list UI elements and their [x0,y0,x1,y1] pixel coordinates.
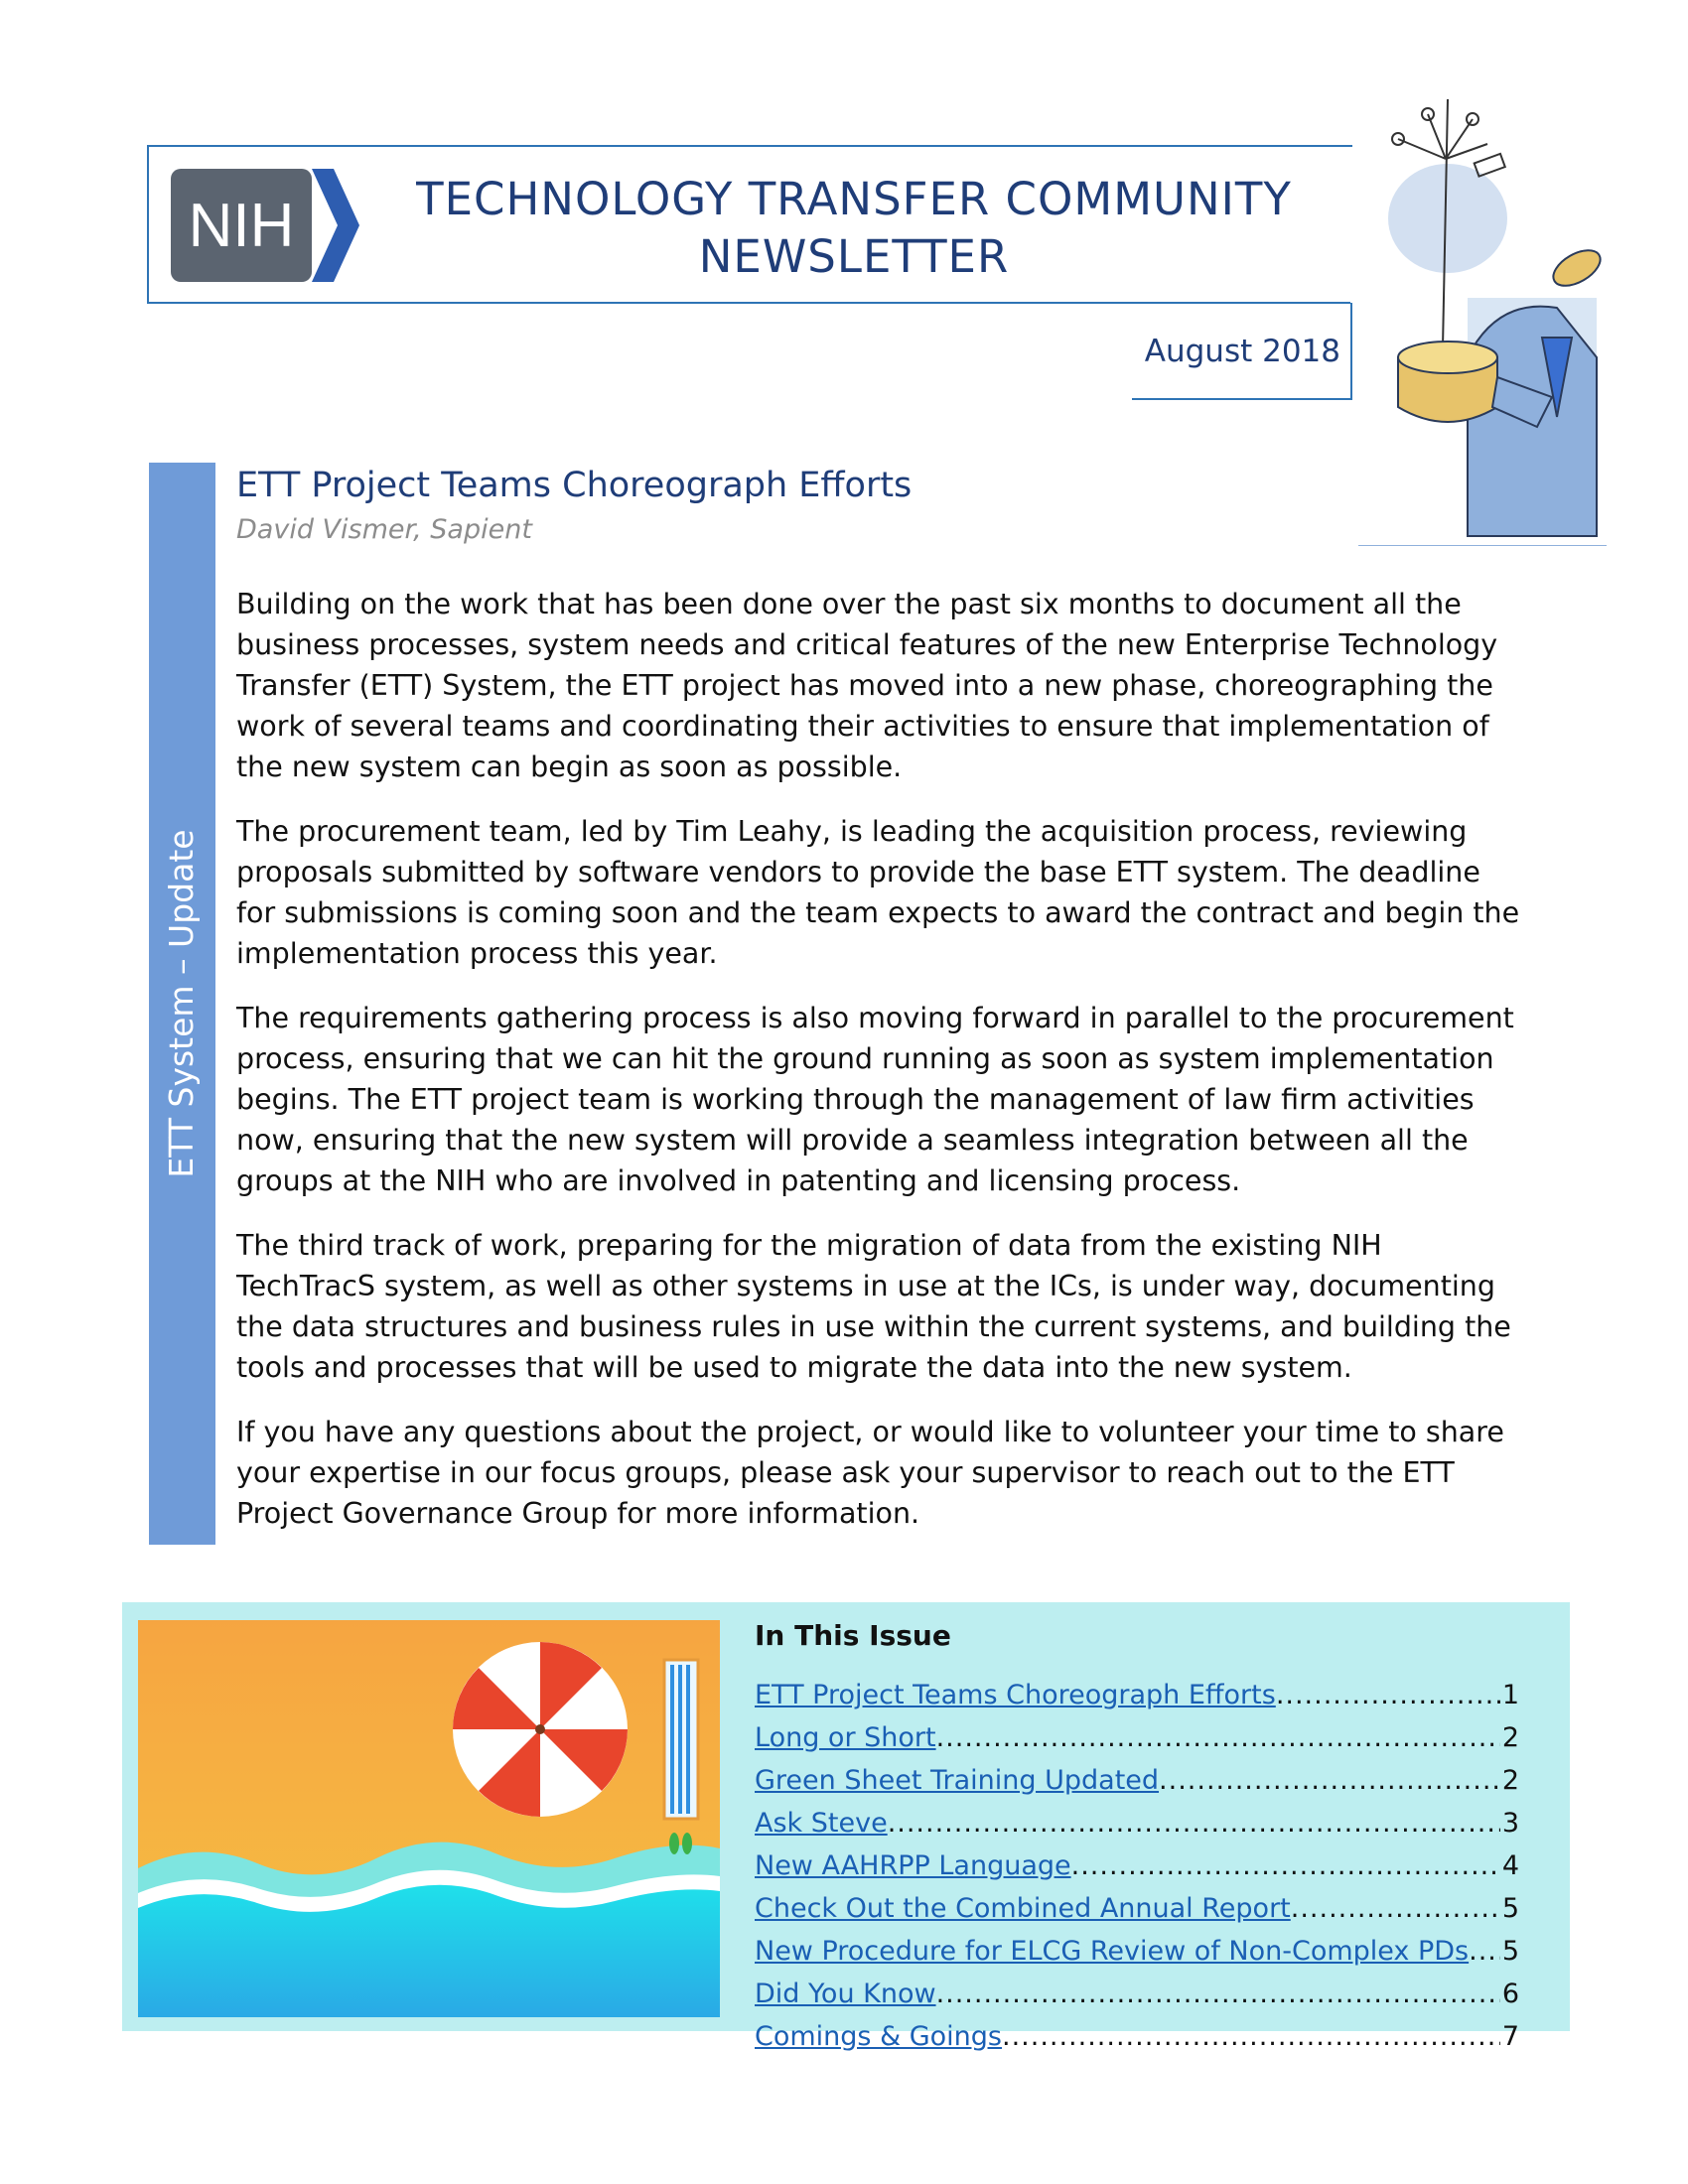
title-line-2: NEWSLETTER [698,230,1010,283]
article-paragraph: Building on the work that has been done over the past six months to document all the business processes, system needs and critical features of the new Enterprise Technology Transfer (ETT) System, the ETT project has moved into a new phase, choreographing the work of several teams and coordinating their activities to ensure that implementation of the new system can begin as soon as possible. [236,588,1498,783]
toc-leader [1002,2021,1500,2052]
toc-item [755,2021,1519,2064]
toc-item [755,1722,1519,1765]
toc-item [755,1979,1519,2021]
toc-item [755,1680,1519,1722]
toc-item [755,1936,1519,1979]
table-of-contents [755,1616,1519,2064]
toc-link[interactable]: Comings & Goings [755,2021,1002,2052]
toc-page-number: 7 [1501,2021,1519,2052]
article-paragraph: If you have any questions about the project, or would like to volunteer your time to share your expertise in our focus groups, please ask your supervisor to reach out to the ETT Project Governance Group for more information. [236,1416,1504,1530]
toc-link[interactable]: Green Sheet Training Updated [755,1765,1160,1796]
issue-date: August 2018 [1144,334,1340,369]
toc-page-number: 5 [1501,1893,1519,1924]
nih-logo [171,165,359,286]
toc-leader [1291,1893,1500,1924]
toc-link[interactable]: Check Out the Combined Annual Report [755,1893,1291,1924]
article-paragraph: The procurement team, led by Tim Leahy, is leading the acquisition process, reviewing proposals submitted by software vendors to provide the base ETT system. The deadline for submissions is coming soon and the team expects to award the contract and begin the implementation process this year. [236,815,1520,970]
toc-link[interactable]: Long or Short [755,1722,936,1753]
toc-link[interactable]: New Procedure for ELCG Review of Non-Complex PDs [755,1936,1470,1967]
beach-illustration [138,1620,720,2017]
toc-page-number: 3 [1501,1808,1519,1839]
article-body [236,584,1527,1534]
toc-page-number: 4 [1501,1850,1519,1881]
toc-item [755,1765,1519,1808]
article-paragraph: The requirements gathering process is also moving forward in parallel to the procurement process, ensuring that we can hit the ground running as soon as system implementation begins. The ETT project team is working through the management of law firm activities now, ensuring that the new system will provide a seamless integration between all the groups at the NIH who are involved in patenting and licensing process. [236,1002,1514,1197]
toc-leader [1469,1936,1500,1967]
toc-link[interactable]: New AAHRPP Language [755,1850,1071,1881]
title-line-1: TECHNOLOGY TRANSFER COMMUNITY [416,173,1292,225]
article-paragraph: The third track of work, preparing for the migration of data from the existing NIH TechTracS system, as well as other systems in use at the ICs, is under way, documenting the data structures and business rules in use within the current systems, and building the tools and processes that will be used to migrate the data into the new system. [236,1229,1511,1384]
toc-link[interactable]: Did You Know [755,1979,936,2009]
article-byline: David Vismer, Sapient [236,514,532,545]
toc-item [755,1850,1519,1893]
toc-page-number: 1 [1501,1680,1519,1710]
article [236,463,1527,1558]
toc-page-number: 2 [1501,1765,1519,1796]
svg-text:NIH: NIH [188,192,295,260]
toc-leader [936,1979,1500,2009]
toc-leader [888,1808,1500,1839]
toc-leader [1071,1850,1500,1881]
article-title: ETT Project Teams Choreograph Efforts [236,466,913,505]
toc-leader [1276,1680,1500,1710]
toc-leader [936,1722,1500,1753]
toc-leader [1159,1765,1500,1796]
toc-page-number: 2 [1501,1722,1519,1753]
toc-item [755,1893,1519,1936]
toc-link[interactable]: ETT Project Teams Choreograph Efforts [755,1680,1276,1710]
toc-page-number: 5 [1501,1936,1519,1967]
toc-link[interactable]: Ask Steve [755,1808,888,1839]
newsletter-title [377,171,1331,286]
toc-page-number: 6 [1501,1979,1519,2009]
section-label: ETT System – Update [162,829,201,1178]
toc-item [755,1808,1519,1850]
toc-title: In This Issue [755,1619,951,1652]
